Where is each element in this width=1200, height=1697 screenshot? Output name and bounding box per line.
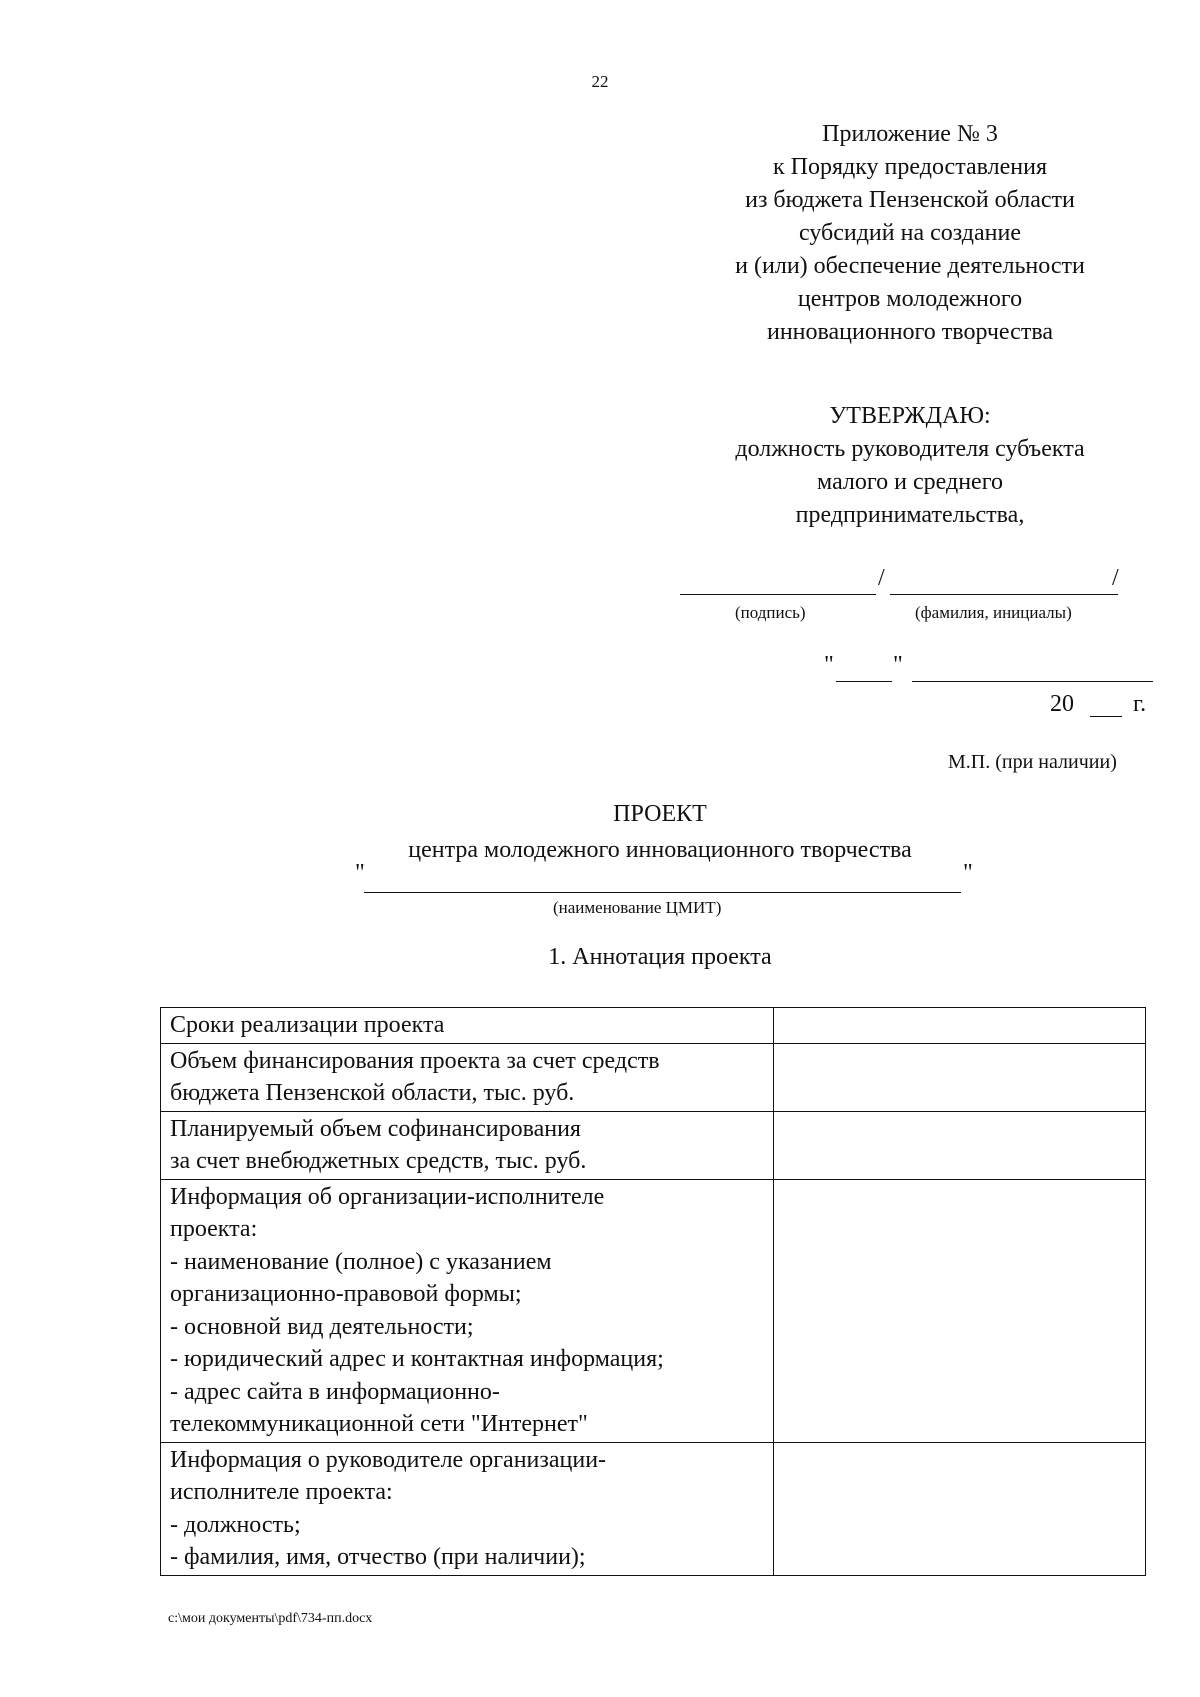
project-heading — [300, 796, 1020, 868]
row-label-line: - должность; — [170, 1511, 301, 1538]
row-label-line: Информация о руководителе организации- — [170, 1446, 607, 1473]
appendix-line: субсидий на создание — [798, 220, 1022, 246]
row-label-line: Объем финансирования проекта за счет средств — [170, 1047, 660, 1074]
project-subtitle: центра молодежного инновационного творчества — [408, 837, 912, 863]
row-label-line: Планируемый объем софинансирования — [170, 1115, 581, 1142]
row-label-line: исполнителе проекта: — [170, 1479, 393, 1505]
row-label-line: за счет внебюджетных средств, тыс. руб. — [170, 1148, 587, 1174]
project-title: ПРОЕКТ — [613, 801, 707, 827]
row-value — [774, 1111, 1146, 1179]
appendix-header — [660, 118, 1160, 349]
appendix-line: инновационного творчества — [766, 319, 1053, 345]
row-label-line: Сроки реализации проекта — [170, 1012, 445, 1038]
row-label — [161, 1043, 774, 1111]
appendix-line: Приложение № 3 — [822, 121, 998, 147]
row-label — [161, 1442, 774, 1575]
table-row — [161, 1043, 1146, 1111]
row-label-line: - фамилия, имя, отчество (при наличии); — [170, 1544, 586, 1570]
row-label-line: - юридический адрес и контактная информация; — [170, 1346, 664, 1372]
appendix-line: центров молодежного — [797, 286, 1023, 312]
day-quote-open: " — [824, 652, 834, 678]
approval-line: должность руководителя субъекта — [735, 436, 1085, 462]
signature-caption: (подпись) — [735, 603, 806, 622]
signature-line — [680, 594, 876, 595]
name-caption: (фамилия, инициалы) — [915, 603, 1072, 622]
row-label-line: - адрес сайта в информационно- — [170, 1378, 500, 1405]
project-name-quote-open: " — [355, 860, 365, 886]
appendix-line: из бюджета Пензенской области — [745, 187, 1075, 213]
year-prefix: 20 — [1050, 691, 1074, 717]
table-row — [161, 1442, 1146, 1575]
appendix-line: и (или) обеспечение деятельности — [735, 253, 1085, 279]
day-line — [836, 681, 892, 682]
footer-file-path: c:\мои документы\pdf\734-пп.docx — [168, 1611, 373, 1626]
row-label — [161, 1111, 774, 1179]
row-label-line: проекта: — [170, 1216, 258, 1242]
project-name-line — [364, 892, 961, 893]
section-title: 1. Аннотация проекта — [548, 944, 772, 970]
row-value — [774, 1008, 1146, 1044]
row-label-line: Информация об организации-исполнителе — [170, 1183, 605, 1210]
page-number: 22 — [591, 72, 609, 91]
year-suffix: г. — [1133, 691, 1147, 717]
day-quote-close: " — [893, 652, 903, 678]
table-row — [161, 1111, 1146, 1179]
approval-line: предпринимательства, — [795, 502, 1025, 528]
month-line — [912, 681, 1153, 682]
row-label — [161, 1008, 774, 1044]
signature-slash: / — [878, 565, 885, 591]
project-name-quote-close: " — [963, 860, 973, 886]
stamp-note: М.П. (при наличии) — [948, 751, 1117, 773]
year-line — [1090, 716, 1122, 717]
table-row — [161, 1008, 1146, 1044]
row-label — [161, 1179, 774, 1442]
row-value — [774, 1179, 1146, 1442]
row-label-line: бюджета Пензенской области, тыс. руб. — [170, 1080, 575, 1106]
approval-heading: УТВЕРЖДАЮ: — [829, 403, 991, 429]
row-label-line: телекоммуникационной сети "Интернет" — [170, 1411, 588, 1437]
name-slash: / — [1112, 565, 1119, 591]
appendix-line: к Порядку предоставления — [772, 154, 1047, 180]
annotation-table — [160, 1007, 1146, 1576]
project-name-caption: (наименование ЦМИТ) — [553, 898, 722, 917]
name-line — [890, 594, 1118, 595]
row-value — [774, 1043, 1146, 1111]
row-label-line: - основной вид деятельности; — [170, 1313, 474, 1340]
table-row — [161, 1179, 1146, 1442]
row-label-line: - наименование (полное) с указанием — [170, 1248, 552, 1275]
approval-block — [660, 400, 1160, 532]
approval-line: малого и среднего — [817, 469, 1003, 495]
row-label-line: организационно-правовой формы; — [170, 1281, 522, 1307]
row-value — [774, 1442, 1146, 1575]
